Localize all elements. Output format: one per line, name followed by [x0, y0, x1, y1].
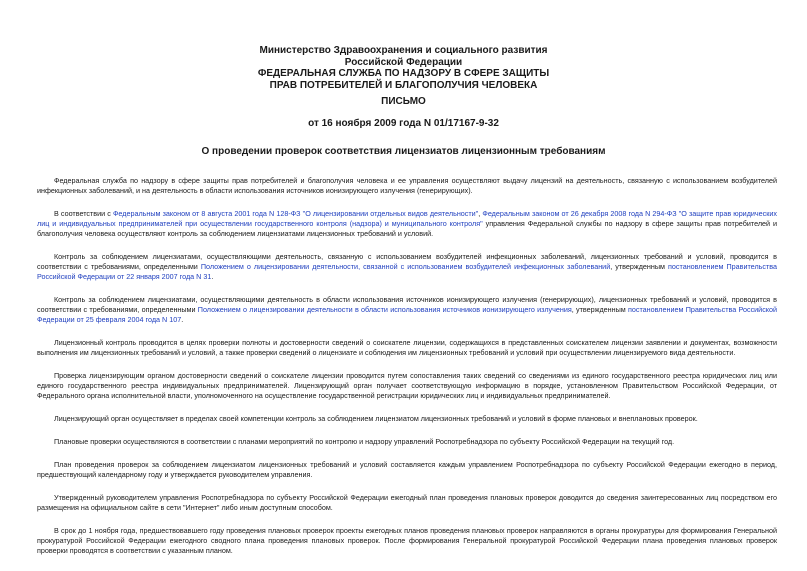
document-body: [37, 176, 777, 569]
law-294-fz-link[interactable]: Федеральным законом от 26 декабря 2008 года N 294-ФЗ "О защите прав юридических лиц и индивидуальных предпринимателей при осуществлении государственного контроля (надзора) и муниципального контроля": [37, 209, 777, 228]
paragraph-9: План проведения проверок за соблюдением лицензиатом лицензионных требований и условий составляется каждым управлением Роспотребнадзора по субъекту Российской Федерации ежегодно в период, предшествующий календарному году и утверждается руководителем управления.: [37, 460, 777, 479]
paragraph-5: Лицензионный контроль проводится в целях проверки полноты и достоверности сведений о соискателе лицензии, содержащихся в представленных соискателем лицензии заявлении и документах, возможности выполнения им лицензионных требований и условий, а также проверки сведений о лицензиате и соблюдения им лицензионных требований и условий при осуществлении лицензируемого вида деятельности.: [37, 338, 777, 357]
document-type: ПИСЬМО: [381, 96, 426, 107]
document-subject: О проведении проверок соответствия лицензиатов лицензионным требованиям: [201, 146, 606, 157]
paragraph-8: Плановые проверки осуществляются в соответствии с планами мероприятий по контролю и надзору управлений Роспотребнадзора по субъекту Российской Федерации на текущий год.: [54, 437, 675, 446]
paragraph-text: ,: [478, 209, 483, 218]
paragraph-2: [37, 209, 777, 239]
paragraph-4: [37, 295, 777, 325]
paragraph-7: Лицензирующий орган осуществляет в пределах своей компетенции контроль за соблюдением лицензиатом лицензионных требований и условий в форме плановых и внеплановых проверок.: [54, 414, 698, 423]
regulation-infectious-link[interactable]: Положением о лицензировании деятельности, связанной с использованием возбудителей инфекционных заболеваний: [200, 262, 611, 271]
paragraph-6: Проверка лицензирующим органом достоверности сведений о соискателе лицензии проводится путем сопоставления таких сведений со сведениями из единого государственного реестра юридических лиц или единого государственного реестра индивидуальных предпринимателей. Лицензирующий орган получает соответствующую информацию в порядке, установленном Правительством Российской Федерации, от Федерального органа исполнительной власти, уполномоченного на осуществление государственной регистрации юридических лиц и индивидуальных предпринимателей.: [37, 371, 777, 400]
document-header: [0, 45, 807, 91]
paragraph-text: Контроль за соблюдением лицензиатами, осуществляющими деятельность, связанную с использованием возбудителей инфекционных заболеваний, лицензионных требований и условий, проводится в соответствии с требованиями, определенными: [37, 252, 777, 271]
country-name: Российской Федерации: [344, 56, 463, 68]
resolution-31-link[interactable]: постановлением Правительства Российской Федерации от 22 января 2007 года N 31: [37, 262, 778, 281]
service-name-line1: ФЕДЕРАЛЬНАЯ СЛУЖБА ПО НАДЗОРУ В СФЕРЕ ЗАЩИТЫ: [257, 68, 550, 79]
document-number: от 16 ноября 2009 года N 01/17167-9-32: [308, 118, 499, 129]
paragraph-text: , утвержденным: [610, 262, 668, 271]
paragraph-text: В соответствии с: [54, 209, 113, 218]
paragraph-1: Федеральная служба по надзору в сфере защиты прав потребителей и благополучия человека и ее управления осуществляют выдачу лицензий на деятельность, связанную с использованием возбудителей инфекционных заболеваний, и на деятельность в области использования источников ионизирующего излучения (генерирующих).: [37, 176, 777, 195]
paragraph-10: Утвержденный руководителем управления Роспотребнадзора по субъекту Российской Федерации ежегодный план проведения плановых проверок доводится до сведения заинтересованных лиц посредством его размещения на официальном сайте в сети "Интернет" либо иным доступным способом.: [37, 493, 777, 512]
resolution-107-link[interactable]: постановлением Правительства Российской Федерации от 25 февраля 2004 года N 107: [37, 305, 778, 324]
regulation-radiation-link[interactable]: Положением о лицензировании деятельности в области использования источников ионизирующего излучения: [197, 305, 572, 314]
paragraph-text: .: [211, 272, 214, 281]
law-128-fz-link[interactable]: Федеральным законом от 8 августа 2001 года N 128-ФЗ "О лицензировании отдельных видов деятельности": [112, 209, 479, 218]
paragraph-text: , утвержденным: [571, 305, 628, 314]
service-name-line2: ПРАВ ПОТРЕБИТЕЛЕЙ И БЛАГОПОЛУЧИЯ ЧЕЛОВЕКА: [269, 79, 538, 91]
paragraph-11: В срок до 1 ноября года, предшествовавшего году проведения плановых проверок проекты ежегодных планов проведения плановых проверок направляются в органы прокуратуры для формирования Генеральной прокуратурой Российской Федерации ежегодного сводного плана проведения плановых проверок. После формирования Генеральной прокуратурой Российской Федерации плана проведения плановых проверок проверки проводятся в соответствии с указанным планом.: [37, 526, 777, 555]
ministry-name: Министерство Здравоохранения и социального развития: [259, 45, 548, 56]
paragraph-text: Контроль за соблюдением лицензиатами, осуществляющими деятельность в области использования источников ионизирующего излучения (генерирующих), лицензионных требований и условий, проводится в соответствии с требованиями, определенными: [37, 295, 777, 314]
paragraph-text: .: [181, 315, 184, 324]
paragraph-3: [37, 252, 777, 282]
paragraph-text: управления Федеральной службы по надзору в сфере защиты прав потребителей и благополучия человека осуществляют контроль за соблюдением лицензиатами лицензионных требований и условий.: [37, 219, 777, 238]
